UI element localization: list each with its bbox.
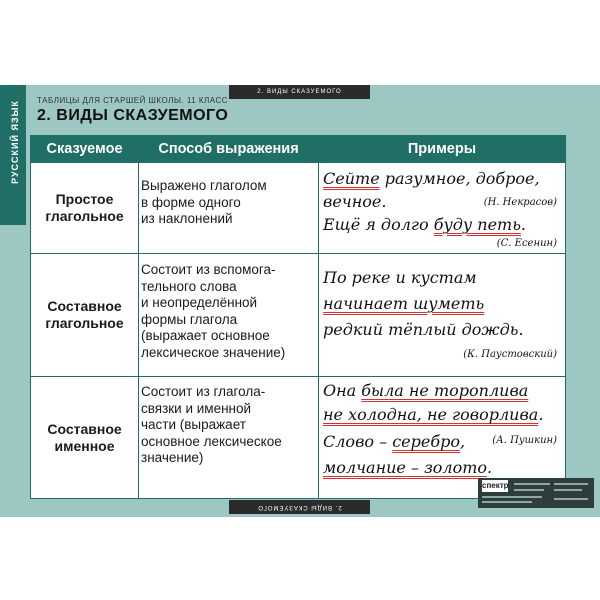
example-text: Слово – (323, 432, 393, 451)
predicate-type: Составное глагольное (45, 298, 124, 331)
header-predicate: Сказуемое (31, 136, 138, 163)
expression-line: Состоит из глагола- (141, 384, 266, 399)
expression-line: и неопределённой (141, 295, 258, 310)
side-tab (0, 85, 26, 225)
examples-cell (319, 163, 563, 253)
fine-print (554, 483, 588, 485)
expression-cell (141, 178, 319, 228)
table-row-type (31, 163, 138, 253)
header-examples: Примеры (319, 136, 565, 163)
expression-line: из наклонений (141, 211, 233, 226)
example-text: . (520, 215, 527, 234)
example-line (323, 215, 526, 234)
example-line (323, 294, 484, 313)
example-text: . (538, 405, 544, 424)
example-line (323, 405, 543, 424)
example-line (323, 458, 492, 477)
fine-print (554, 489, 582, 491)
author: (Н. Некрасов) (483, 197, 557, 208)
example-line (323, 432, 465, 451)
examples-cell (319, 254, 563, 376)
table-row-type (31, 254, 138, 376)
publisher-logo (478, 478, 594, 508)
example-line: редкий тёплый дождь. (323, 320, 524, 339)
divider (138, 136, 139, 498)
predicate-table (30, 135, 566, 499)
example-text: Она (323, 381, 362, 400)
fine-print (482, 496, 542, 498)
example-text: , (459, 432, 466, 451)
table-row-type (31, 377, 138, 498)
expression-line: связки и именной (141, 400, 252, 416)
fine-print (514, 483, 550, 485)
predicate-type: Простое глагольное (45, 191, 124, 224)
predicate-underline: буду петь (433, 215, 521, 234)
expression-line: формы глагола (141, 311, 238, 327)
author: (С. Есенин) (496, 238, 557, 249)
bottom-strip: 2. ВИДЫ СКАЗУЕМОГО (229, 500, 370, 514)
fine-print (514, 489, 544, 491)
example-text: . (487, 458, 493, 477)
expression-cell (141, 384, 319, 467)
predicate-underline: была не тороплива (361, 381, 529, 400)
expression-cell (141, 262, 319, 361)
predicate-underline: серебро (392, 432, 460, 451)
header-expression: Способ выражения (139, 136, 318, 163)
expression-line: лексическое значение) (141, 344, 286, 360)
example-line (323, 169, 540, 188)
predicate-underline: начинает шуметь (323, 294, 485, 313)
predicate-type: Составное именное (47, 420, 122, 454)
example-text: разумное, доброе, (379, 169, 540, 188)
brand-name: спектр (482, 481, 509, 490)
expression-line: в форме одного (141, 194, 241, 210)
example-line: вечное. (323, 192, 387, 211)
author: (А. Пушкин) (492, 435, 557, 446)
author: (К. Паустовский) (463, 349, 557, 360)
expression-line: Состоит из вспомога- (141, 262, 276, 277)
predicate-underline: молчание – золото (323, 458, 488, 477)
expression-line: (выражает основное (141, 328, 270, 343)
example-text: Ещё я долго (323, 215, 434, 234)
expression-line: значение) (141, 450, 204, 465)
example-line: По реке и кустам (323, 268, 477, 287)
predicate-underline: Сейте (323, 169, 380, 188)
example-line (323, 381, 528, 400)
side-label: РУССКИЙ ЯЗЫК (10, 100, 20, 184)
fine-print (554, 498, 588, 500)
expression-line: тельного слова (141, 278, 237, 294)
top-strip: 2. ВИДЫ СКАЗУЕМОГО (229, 85, 370, 99)
poster (0, 85, 600, 517)
page-title: 2. ВИДЫ СКАЗУЕМОГО (37, 107, 229, 124)
expression-line: основное лексическое (141, 433, 282, 449)
expression-line: Выражено глаголом (141, 178, 267, 193)
predicate-underline: не холодна, не говорлива (323, 405, 539, 424)
fine-print (482, 501, 532, 503)
expression-line: части (выражает (141, 417, 246, 432)
subtitle: ТАБЛИЦЫ ДЛЯ СТАРШЕЙ ШКОЛЫ. 11 КЛАСС (37, 96, 229, 105)
